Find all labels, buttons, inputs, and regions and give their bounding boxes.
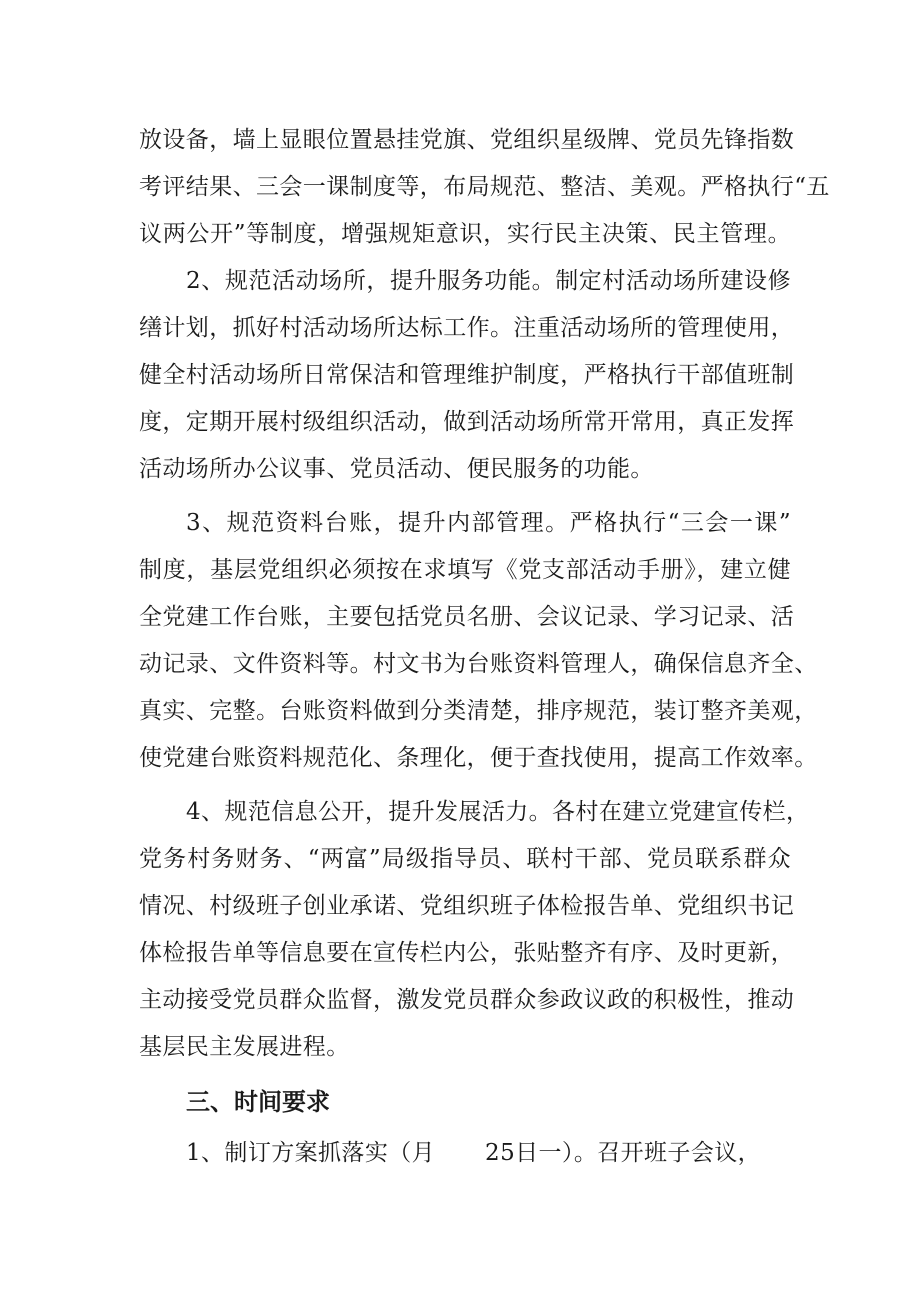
body-line: 真实、完整。台账资料做到分类清楚，排序规范，装订整齐美观， [139,698,818,724]
body-line: 缮计划，抓好村活动场所达标工作。注重活动场所的管理使用， [139,315,795,341]
body-line: 基层民主发展进程。 [139,1034,350,1060]
body-line: 体检报告单等信息要在宣传栏内公，张贴整齐有序、及时更新， [139,940,795,966]
paragraph-3-first-line: 3、规范资料台账，提升内部管理。严格执行“三会一课” [186,510,791,536]
body-line: 健全村活动场所日常保洁和管理维护制度，严格执行干部值班制 [139,362,795,388]
section-heading: 三、时间要求 [186,1088,330,1116]
last-line-part-b: 25日一）。召开班子会议， [485,1140,762,1166]
paragraph-last-line [186,1138,761,1168]
paragraph-2-first-line: 2、规范活动场所，提升服务功能。制定村活动场所建设修 [186,268,791,294]
body-line: 使党建台账资料规范化、条理化，便于查找使用，提高工作效率。 [139,745,818,771]
body-line: 动记录、文件资料等。村文书为台账资料管理人，确保信息齐全、 [139,651,818,677]
body-line: 党务村务财务、“两富”局级指导员、联村干部、党员联系群众 [139,846,791,872]
last-line-part-a: 1、制订方案抓落实（月 [186,1140,436,1166]
body-line: 考评结果、三会一课制度等，布局规范、整洁、美观。严格执行“五 [139,174,830,200]
body-line: 放设备，墙上显眼位置悬挂党旗、党组织星级牌、党员先锋指数 [139,127,795,153]
body-line: 全党建工作台账，主要包括党员名册、会议记录、学习记录、活 [139,604,795,630]
body-line: 主动接受党员群众监督，激发党员群众参政议政的积极性，推动 [139,987,795,1013]
body-line: 情况、村级班子创业承诺、党组织班子体检报告单、党组织书记 [139,893,795,919]
body-line: 议两公开”等制度，增强规矩意识，实行民主决策、民主管理。 [139,221,791,247]
body-line: 活动场所办公议事、党员活动、便民服务的功能。 [139,456,654,482]
paragraph-4-first-line: 4、规范信息公开，提升发展活力。各村在建立党建宣传栏， [186,799,810,825]
body-line: 制度，基层党组织必须按在求填写《党支部活动手册》，建立健 [139,557,791,583]
body-line: 度，定期开展村级组织活动，做到活动场所常开常用，真正发挥 [139,409,795,435]
